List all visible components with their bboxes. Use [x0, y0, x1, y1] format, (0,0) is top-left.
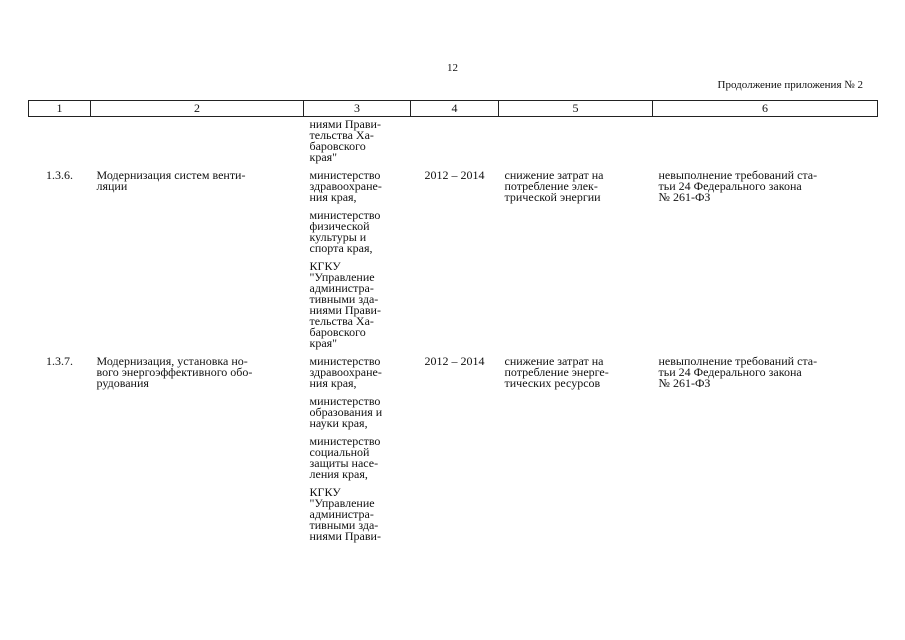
- result-cell: [499, 170, 653, 356]
- result-text: снижение затрат на потребление элек- трической энергии: [504, 168, 604, 204]
- appendix-continuation-note: Продолжение приложения № 2: [717, 79, 863, 91]
- result-cell: [499, 356, 653, 549]
- header-col-1: 1: [29, 101, 91, 117]
- measure-name: [91, 170, 304, 356]
- table-row: [29, 170, 878, 356]
- executor-text: КГКУ "Управление администра- тивными зда- ниями Прави-: [309, 485, 381, 543]
- measure-name-text: Модернизация, установка но- вого энергоэффективного обо- рудования: [96, 354, 253, 390]
- executor-text: министерство здравоохране- ния края,: [309, 354, 382, 390]
- cell-name: [91, 117, 304, 171]
- header-col-3: 3: [304, 101, 411, 117]
- table-row-continuation: [29, 117, 878, 171]
- table-row: [29, 356, 878, 549]
- executor-text: ниями Прави- тельства Ха- баровского края": [309, 117, 381, 164]
- years-cell: 2012 – 2014: [424, 168, 485, 182]
- header-col-2: 2: [91, 101, 304, 117]
- cell-executors: [304, 170, 411, 356]
- header-col-4: 4: [411, 101, 499, 117]
- executor-text: министерство физической культуры и спорта края,: [309, 208, 381, 255]
- cell-years: [411, 117, 499, 171]
- cell-executors: [304, 356, 411, 549]
- executor-text: министерство здравоохране- ния края,: [309, 168, 382, 204]
- cell-consequence: [653, 117, 878, 171]
- consequence-cell: [653, 170, 878, 356]
- measure-name: [91, 356, 304, 549]
- years-cell: 2012 – 2014: [424, 354, 485, 368]
- consequence-text: невыполнение требований ста- тьи 24 Федерального закона № 261-ФЗ: [658, 168, 818, 204]
- executor-text: министерство социальной защиты насе- ления края,: [309, 434, 381, 481]
- result-text: снижение затрат на потребление энерге- тических ресурсов: [504, 354, 609, 390]
- header-col-5: 5: [499, 101, 653, 117]
- executor-text: КГКУ "Управление администра- тивными зда- ниями Прави- тельства Ха- баровского края": [309, 259, 381, 350]
- row-number: 1.3.7.: [46, 354, 73, 368]
- consequence-text: невыполнение требований ста- тьи 24 Федерального закона № 261-ФЗ: [658, 354, 818, 390]
- cell-result: [499, 117, 653, 171]
- row-number: 1.3.6.: [46, 168, 73, 182]
- header-col-6: 6: [653, 101, 878, 117]
- measure-name-text: Модернизация систем венти- ляции: [96, 168, 246, 193]
- cell-executors: [304, 117, 411, 171]
- header-row: [29, 101, 878, 117]
- cell-num: [29, 117, 91, 171]
- measures-table: [28, 100, 878, 549]
- executor-text: министерство образования и науки края,: [309, 394, 383, 430]
- consequence-cell: [653, 356, 878, 549]
- page-number: 12: [447, 62, 458, 74]
